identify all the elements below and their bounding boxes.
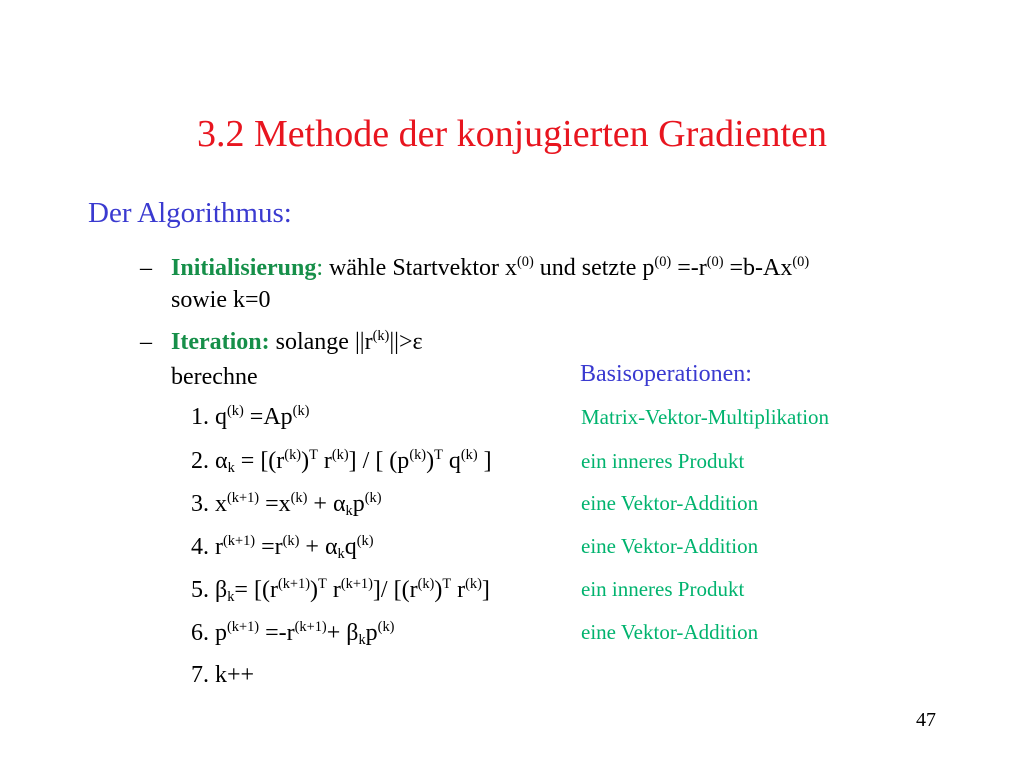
init-colon: : bbox=[316, 255, 324, 281]
init-text-1: wähle Startvektor x bbox=[323, 255, 517, 281]
operation-2: ein inneres Produkt bbox=[581, 449, 745, 473]
iter-sup-1: (k) bbox=[372, 328, 390, 345]
init-sup-1: (0) bbox=[516, 254, 534, 271]
iter-text-2: ||>ε bbox=[389, 329, 423, 355]
bullet-dash-iter: – bbox=[140, 329, 152, 355]
init-text-3: =-r bbox=[671, 255, 707, 281]
step-2: 2. $\alpha_k = [(r^{(k)})^T$ $r^{(k)}$] / [ $(p^{(k)})^T$ $q^{(k)}$ ] bbox=[191, 447, 492, 477]
slide-title: 3.2 Methode der konjugierten Gradienten bbox=[197, 113, 827, 155]
init-line bbox=[171, 252, 809, 287]
operation-5: ein inneres Produkt bbox=[581, 577, 745, 601]
step-7: 7. k++ bbox=[191, 662, 255, 688]
operation-3: eine Vektor-Addition bbox=[581, 491, 759, 515]
init-text-2: und setzte p bbox=[533, 255, 655, 281]
iter-text-1: solange ||r bbox=[269, 329, 373, 355]
init-text-4: =b-Ax bbox=[723, 255, 793, 281]
iter-line-2: berechne bbox=[171, 364, 258, 390]
section-heading: Der Algorithmus: bbox=[88, 197, 292, 229]
page-number: 47 bbox=[916, 709, 936, 731]
operation-1: Matrix-Vektor-Multiplikation bbox=[581, 405, 830, 429]
init-keyword: Initialisierung bbox=[171, 255, 317, 281]
iter-line bbox=[171, 326, 423, 361]
operation-4: eine Vektor-Addition bbox=[581, 534, 759, 558]
step-1: 1. $q^{(k)} =Ap^{(k)}$ bbox=[191, 403, 310, 430]
step-3: 3. $x^{(k+1)} =x^{(k)} + \alpha_kp^{(k)}$ bbox=[191, 490, 382, 520]
init-sup-4: (0) bbox=[792, 254, 810, 271]
operation-6: eine Vektor-Addition bbox=[581, 620, 759, 644]
init-line-2: sowie k=0 bbox=[171, 287, 271, 313]
bullet-dash-init: – bbox=[140, 255, 152, 281]
step-5: 5. $\beta_k= [(r^{(k+1)})^T$ $r^{(k+1)}]/$ [$(r^{(k)})^T$ $r^{(k)}$] bbox=[191, 576, 490, 606]
init-sup-2: (0) bbox=[654, 254, 672, 271]
step-4: 4. $r^{(k+1)} =r^{(k)} + \alpha_kq^{(k)}$ bbox=[191, 533, 374, 563]
iter-keyword: Iteration: bbox=[171, 329, 270, 355]
init-sup-3: (0) bbox=[706, 254, 724, 271]
step-6: 6. $p^{(k+1)} =-r^{(k+1)}+ \beta_kp^{(k)}$ bbox=[191, 619, 395, 649]
operations-heading: Basisoperationen: bbox=[580, 361, 752, 387]
